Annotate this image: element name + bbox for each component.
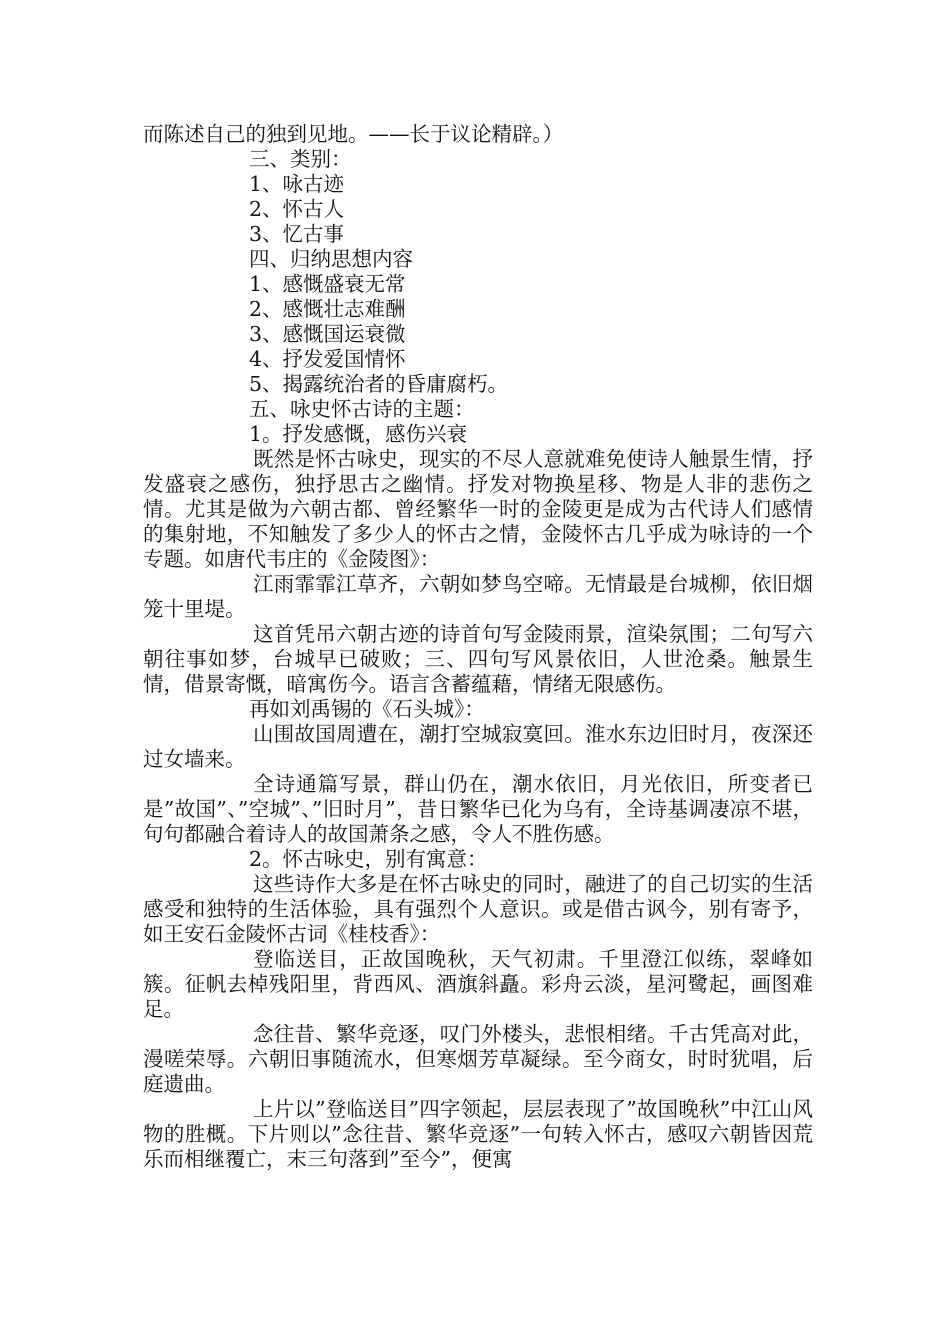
paragraph: 全诗通篇写景，群山仍在，潮水依旧，月光依旧，所变者已是”故国”、”空城”、”旧时月”，昔日繁华已化为乌有，全诗基调凄凉不堪，句句都融合着诗人的故国萧条之感，令人不胜伤感。 bbox=[143, 772, 813, 846]
list-item: 3、忆古事 bbox=[249, 222, 345, 246]
paragraph: 既然是怀古咏史，现实的不尽人意就难免使诗人触景生情，抒发盛衰之感伤，独抒思古之幽情。抒发对物换星移、物是人非的悲伤之情。尤其是做为六朝古都、曾经繁华一时的金陵更是成为古代诗人们感情的集射地，不知触发了多少人的怀古之情，金陵怀古几乎成为咏诗的一个专题。如唐代韦庄的《金陵图》： bbox=[143, 447, 813, 571]
section-heading-themes: 五、咏史怀古诗的主题： bbox=[249, 397, 475, 421]
paragraph: 上片以”登临送目”四字领起，层层表现了”故国晚秋”中江山风物的胜概。下片则以”念往昔、繁华竞逐”一句转入怀古，感叹六朝皆因荒乐而相继覆亡，末三句落到”至今”，便寓 bbox=[143, 1097, 813, 1171]
document-body bbox=[143, 122, 813, 1172]
sub-heading: 2。怀古咏史，别有寓意： bbox=[249, 847, 488, 871]
list-item: 2、怀古人 bbox=[249, 197, 345, 221]
paragraph: 这些诗作大多是在怀古咏史的同时，融进了的自己切实的生活感受和独特的生活体验，具有强烈个人意识。或是借古讽今，别有寄予，如王安石金陵怀古词《桂枝香》： bbox=[143, 872, 813, 946]
paragraph: 这首凭吊六朝古迹的诗首句写金陵雨景，渲染氛围；二句写六朝往事如梦，台城早已破败；三、四句写风景依旧，人世沧桑。触景生情，借景寄慨，暗寓伤今。语言含蓄蕴藉，情绪无限感伤。 bbox=[143, 622, 813, 696]
section-heading-categories: 三、类别： bbox=[249, 147, 352, 171]
list-item: 3、感慨国运衰微 bbox=[249, 322, 406, 346]
list-item: 5、揭露统治者的昏庸腐朽。 bbox=[249, 372, 509, 396]
list-item: 4、抒发爱国情怀 bbox=[249, 347, 406, 371]
list-item: 1、感慨盛衰无常 bbox=[249, 272, 406, 296]
list-item: 2、感慨壮志难酬 bbox=[249, 297, 406, 321]
poem-quote: 江雨霏霏江草齐，六朝如梦鸟空啼。无情最是台城柳，依旧烟笼十里堤。 bbox=[143, 572, 813, 621]
section-heading-content: 四、归纳思想内容 bbox=[249, 247, 413, 271]
poem-quote: 念往昔、繁华竞逐，叹门外楼头，悲恨相绪。千古凭高对此，漫嗟荣辱。六朝旧事随流水，但寒烟芳草凝绿。至今商女，时时犹唱，后庭遗曲。 bbox=[143, 1022, 813, 1096]
paragraph: 再如刘禹锡的《石头城》： bbox=[249, 697, 485, 721]
text-line: 而陈述自己的独到见地。——长于议论精辟。） bbox=[143, 122, 564, 146]
poem-quote: 登临送目，正故国晚秋，天气初肃。千里澄江似练，翠峰如簇。征帆去棹残阳里，背西风、酒旗斜矗。彩舟云淡，星河鹭起，画图难足。 bbox=[143, 947, 813, 1021]
sub-heading: 1。抒发感慨，感伤兴衰 bbox=[249, 422, 468, 446]
list-item: 1、咏古迹 bbox=[249, 172, 345, 196]
poem-quote: 山围故国周遭在，潮打空城寂寞回。淮水东边旧时月，夜深还过女墙来。 bbox=[143, 722, 813, 771]
